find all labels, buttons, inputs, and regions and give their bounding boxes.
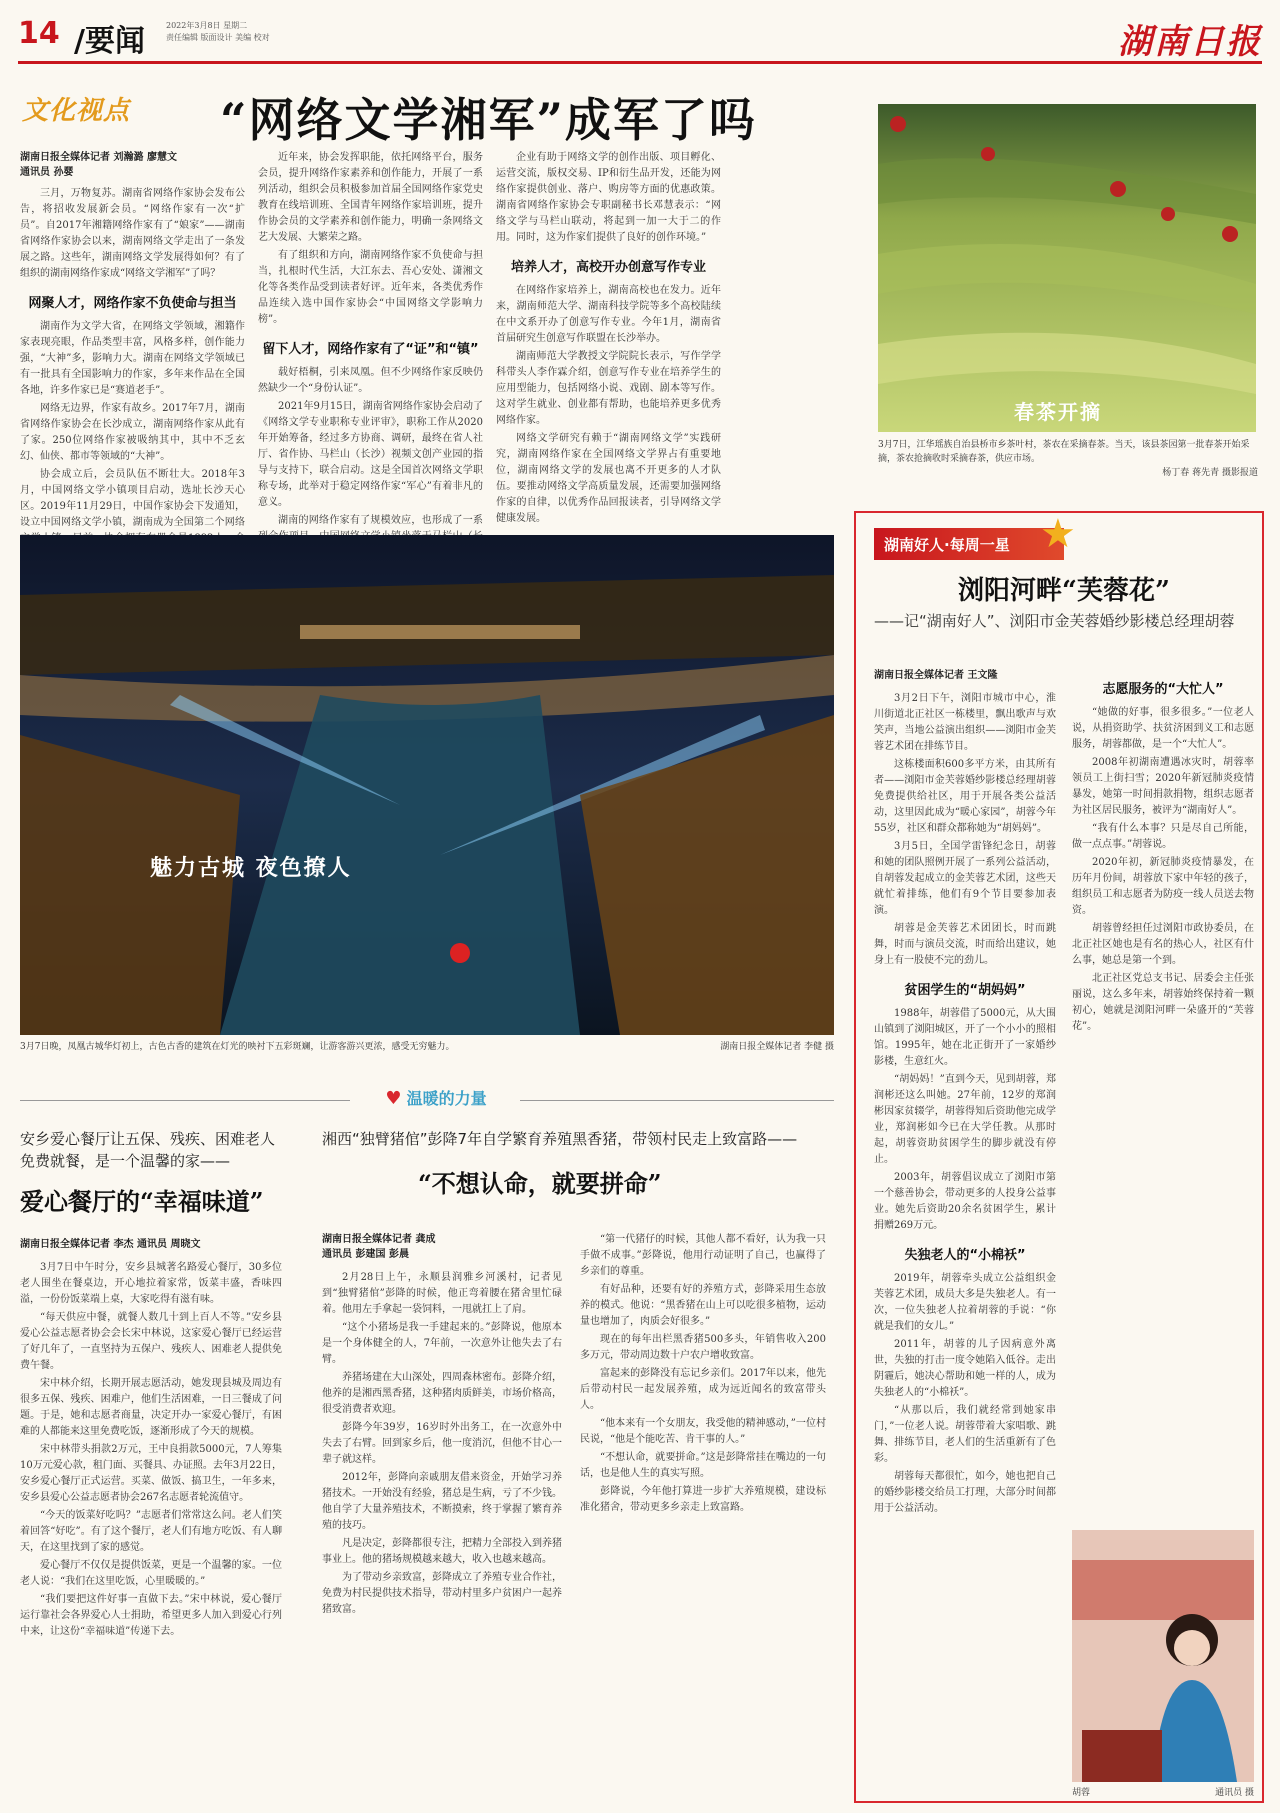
paragraph: “这个小猪场是我一手建起来的。”彭降说，他原本是一个身体健全的人，7年前，一次意外让他失去了右臂。 <box>322 1322 562 1365</box>
paragraph: “胡妈妈！”直到今天，见到胡蓉，郑润彬还这么叫她。27年前，12岁的郑润彬因家贫辍学，胡蓉得知后资助他完成学业，郑润彬如今已在大学任教。从那时起，胡蓉资助贫困学生的脚步就没有停止。 <box>874 1074 1056 1165</box>
paragraph: 宋中林带头捐款2万元，王中良捐款5000元，7人筹集10万元爱心款，租门面、买餐具、办证照。去年3月22日，安乡爱心餐厅正式运营。买菜、做饭、搞卫生，一年多来，安乡县爱心公益志愿者协会267名志愿者轮流值守。 <box>20 1444 282 1503</box>
paragraph: 2月28日上午，永顺县润雅乡河溪村，记者见到“独臂猪倌”彭降的时候，他正弯着腰在猪舍里忙碌着。他用左手拿起一袋饲料，一甩就扛上了肩。 <box>322 1272 562 1315</box>
newspaper-logo: 湖南日报 <box>1118 22 1262 62</box>
heart-icon: ♥ <box>385 1088 402 1109</box>
section-divider <box>20 1100 350 1101</box>
right-article-col2 <box>580 1232 826 1803</box>
paragraph: 凡是决定，彭降都很专注，把精力全部投入到养猪事业上。他的猪场规模越来越大，收入也越来越高。 <box>322 1538 562 1565</box>
byline: 湖南日报全媒体记者 王文隆 <box>874 670 998 681</box>
caption-name: 胡蓉 <box>1072 1788 1091 1798</box>
main-article-col1 <box>20 150 245 528</box>
paragraph: 富起来的彭降没有忘记乡亲们。2017年以来，他先后带动村民一起发展养殖，成为远近闻名的致富带头人。 <box>580 1368 826 1411</box>
paragraph: 宋中林介绍，长期开展志愿活动，她发现县城及周边有很多五保、残疾、困难户，他们生活困难，一日三餐成了问题。于是，她和志愿者商量，决定开办一家爱心餐厅，有困难的人都能来这里免费吃饭，逐渐形成了今天的规模。 <box>20 1378 282 1437</box>
caption-credit: 杨丁春 蒋先青 摄影报道 <box>1162 468 1258 478</box>
column-tag-label: 文化视点 <box>22 96 131 126</box>
paragraph: 湖南作为文学大省，在网络文学领域，湘籍作家表现亮眼，作品类型丰富，风格多样，创作能力强，“大神”多，影响力大。湖南在网络文学领域已有一批具有全国影响力的作家，多年来作品在全国各地，许多作家已是“赛道老手”。 <box>20 321 245 396</box>
caption-credit: 通讯员 摄 <box>1215 1788 1254 1798</box>
paragraph: “今天的饭菜好吃吗？”志愿者们常常这么问。老人们笑着回答“好吃”。有了这个餐厅，老人们有地方吃饭、有人聊天，在这里找到了家的感觉。 <box>20 1510 282 1553</box>
feature-tag: 湖南好人·每周一星 <box>874 528 1064 560</box>
subheading: 网聚人才，网络作家不负使命与担当 <box>28 296 237 311</box>
paragraph: 2021年9月15日，湖南省网络作家协会启动了《网络文学专业职称专业评审》，职称工作从2020年开始筹备，经过多方协商、调研，最终在省人社厅、省作协、马栏山（长沙）视频文创产业园的指导与支持下，联合启动。这是全国首次网络文学职称专场，此举对于稳定网络作家“军心”有着非凡的意义。 <box>258 401 483 508</box>
byline: 湖南日报全媒体记者 李杰 通讯员 周晓文 <box>20 1239 201 1250</box>
warm-section-badge <box>356 1086 516 1114</box>
paragraph: “我们要把这件好事一直做下去。”宋中林说，爱心餐厅运行靠社会各界爱心人士捐助，希望更多人加入到爱心行列中来，让这份“幸福味道”传递下去。 <box>20 1594 282 1637</box>
caption-text: 3月7日晚，凤凰古城华灯初上，古色古香的建筑在灯光的映衬下五彩斑斓，让游客游兴更浓，感受无穷魅力。 <box>20 1042 455 1052</box>
subheading: 留下人才，网络作家有了“证”和“镇” <box>262 342 479 357</box>
left-article <box>20 1128 282 1803</box>
paragraph: 2008年初湖南遭遇冰灾时，胡蓉率领员工上街扫雪；2020年新冠肺炎疫情暴发，她第一时间捐款捐物，组织志愿者为社区居民服务，被评为“湖南好人”。 <box>1072 757 1254 816</box>
paragraph: 载好梧桐，引来凤凰。但不少网络作家反映仍然缺少一个“身份认证”。 <box>258 367 483 394</box>
paragraph: 爱心餐厅不仅仅是提供饭菜，更是一个温馨的家。一位老人说：“我们在这里吃饭，心里暖暖的。” <box>20 1560 282 1587</box>
portrait-illustration <box>1072 1530 1254 1782</box>
paragraph: “他本来有一个女朋友，我受他的精神感动，”一位村民说，“他是个能吃苦、肯干事的人。” <box>580 1418 826 1445</box>
paragraph: 2003年，胡蓉倡议成立了浏阳市第一个慈善协会，带动更多的人投身公益事业。她先后资助20余名贫困学生，累计捐赠269万元。 <box>874 1172 1056 1231</box>
paragraph: 2020年初，新冠肺炎疫情暴发，在历年月份间，胡蓉放下家中年轻的孩子，组织员工和志愿者为防疫一线人员送去物资。 <box>1072 857 1254 916</box>
paragraph: 企业有助于网络文学的创作出版、项目孵化、运营交流，版权交易、IP和衍生品开发，还能为网络作家提供创业、落户、购房等方面的优惠政策。湖南省网络作家协会专职副秘书长邓慧表示：“网络文学与马栏山联动，将起到一加一大于二的作用。同时，这为作家们提供了良好的创作环境。” <box>496 152 721 243</box>
paragraph: 现在的每年出栏黑香猪500多头，年销售收入200多万元，带动周边数十户农户增收致富。 <box>580 1334 826 1361</box>
right-article-col1 <box>322 1232 562 1803</box>
paragraph: “每天供应中餐，就餐人数几十到上百人不等。”安乡县爱心公益志愿者协会会长宋中林说，这家爱心餐厅已经运营了好几年了，一直坚持为五保户、残疾人、困难老人提供免费午餐。 <box>20 1312 282 1371</box>
paragraph: 在网络作家培养上，湖南高校也在发力。近年来，湖南师范大学、湖南科技学院等多个高校陆续在中文系开办了创意写作专业。今年1月，湖南省首届研究生创意写作联盟在长沙举办。 <box>496 285 721 344</box>
paragraph: 湖南师范大学教授文学院院长表示，写作学学科带头人李作霖介绍，创意写作专业在培养学生的应用型能力，包括网络小说、戏剧、剧本等写作。这对学生就业、创业都有帮助，也能培养更多优秀网络作家。 <box>496 351 721 426</box>
night-photo-caption <box>20 1040 834 1054</box>
paragraph: 北正社区党总支书记、居委会主任张丽说，这么多年来，胡蓉始终保持着一颗初心，她就是浏阳河畔一朵盛开的“芙蓉花”。 <box>1072 973 1254 1032</box>
night-photo-overlay: 魅力古城 夜色撩人 <box>150 856 352 881</box>
paragraph: 1988年，胡蓉借了5000元，从大围山镇到了浏阳城区，开了一个小小的照相馆。1995年，她在北正街开了一家婚纱影楼，生意红火。 <box>874 1008 1056 1067</box>
paragraph: 2012年，彭降向亲戚朋友借来资金，开始学习养猪技术。一开始没有经验，猪总是生病，亏了不少钱。他自学了大量养殖技术，不断摸索，终于掌握了繁育养殖的技巧。 <box>322 1472 562 1531</box>
tea-photo <box>878 104 1256 432</box>
paragraph: 近年来，协会发挥职能，依托网络平台，服务会员，提升网络作家素养和创作能力，开展了一系列活动，组织会员积极参加首届全国网络作家党史教育在线培训班、全国青年网络作家培训班，提升作协会员的文学素养和创作能力，明确一条网络文艺大发展、大繁荣之路。 <box>258 152 483 243</box>
column-tag <box>22 90 172 132</box>
byline: 湖南日报全媒体记者 刘瀚潞 廖慧文 <box>20 152 177 163</box>
masthead <box>18 14 1262 64</box>
night-photo <box>20 535 834 1035</box>
paragraph: “不想认命，就要拼命。”这是彭降常挂在嘴边的一句话，也是他人生的真实写照。 <box>580 1452 826 1479</box>
paragraph: 湖南的网络作家有了规模效应，也形成了一系 <box>278 515 483 526</box>
right-article-head <box>322 1128 822 1199</box>
night-town-illustration <box>20 535 834 1035</box>
feature-col1 <box>874 668 1056 1518</box>
paragraph: 胡蓉曾经担任过浏阳市政协委员，在北正社区她也是有名的热心人，社区有什么事，她总是第一个到。 <box>1072 923 1254 966</box>
section-title: /要闻 <box>74 24 145 59</box>
portrait-caption <box>1072 1786 1254 1800</box>
kicker: 湘西“独臂猪倌”彭降7年自学繁育养殖黑香猪，带领村民走上致富路—— <box>322 1130 798 1148</box>
feature-subheadline: ——记“湖南好人”、浏阳市金芙蓉婚纱影楼总经理胡蓉 <box>874 612 1235 630</box>
portrait-photo <box>1072 1530 1254 1782</box>
issue-date: 2022年3月8日 星期二 <box>166 21 248 30</box>
feature-headline: 浏阳河畔“芙蓉花” <box>958 576 1170 606</box>
main-article-col2 <box>258 150 483 526</box>
paragraph: “从那以后，我们就经常到她家串门，”一位老人说。胡蓉带着大家唱歌、跳舞、排练节目，老人们的生活重新有了色彩。 <box>874 1405 1056 1464</box>
paragraph: 网络无边界，作家有故乡。2017年7月，湖南省网络作家协会在长沙成立，湖南网络作家从此有了家。250位网络作家被吸纳其中，其中不乏玄幻、仙侠、都市等领域的“大神”。 <box>20 403 245 462</box>
paragraph: 这栋楼面积600多平方米，由其所有者——浏阳市金芙蓉婚纱影楼总经理胡蓉免费提供给社区，用于开展各类公益活动，这里因此成为“暖心家园”，胡蓉今年55岁，社区和群众都称她为“胡妈妈”。 <box>874 759 1056 834</box>
subheading: 贫困学生的“胡妈妈” <box>904 983 1026 998</box>
lead-paragraph: 三月，万物复苏。湖南省网络作家协会发布公告，将招收发展新会员。“网络作家有一次“扩员”。自2017年湘籍网络作家有了“娘家”——湖南省网络作家协会以来，湖南网络文学走出了一条发展之路。这些年，湖南网络文学发展得如何？有了组织的湖南网络作家成“网络文学湘军”了吗？ <box>20 188 245 279</box>
subheading: 培养人才，高校开办创意写作专业 <box>510 260 706 275</box>
byline: 湖南日报全媒体记者 龚成 <box>322 1234 436 1245</box>
article-headline: “不想认命，就要拼命” <box>418 1169 662 1198</box>
caption-text: 3月7日，江华瑶族自治县桥市乡茶叶村，茶农在采摘春茶。当天，该县茶园第一批春茶开始采摘，茶农抢摘收时采摘春茶，供应市场。 <box>878 440 1250 464</box>
paragraph: 有好品种，还要有好的养殖方式，彭降采用生态放养的模式。他说：“黑香猪在山上可以吃很多植物，运动量也增加了，肉质会好很多。” <box>580 1284 826 1327</box>
feature-col2 <box>1072 668 1254 1518</box>
paragraph: 3月2日下午，浏阳市城市中心，淮川街道北正社区一栋楼里，飘出歌声与欢笑声，当地公益演出组织——浏阳市金芙蓉艺术团在排练节目。 <box>874 693 1056 752</box>
page-info <box>166 20 286 44</box>
paragraph: 2011年，胡蓉的儿子因病意外离世，失独的打击一度令她陷入低谷。走出阴霾后，她决心帮助和她一样的人，成为失独老人的“小棉袄”。 <box>874 1339 1056 1398</box>
paragraph: 有了组织和方向，湖南网络作家不负使命与担当，扎根时代生活，大江东去、吾心安处、潇湘文化等各类作品受到读者好评。近年来，各类优秀作品连续入选中国作家协会“中国网络文学影响力榜”。 <box>258 250 483 325</box>
article-headline: 爱心餐厅的“幸福味道” <box>20 1187 264 1216</box>
byline: 通讯员 彭建国 彭晨 <box>322 1249 409 1260</box>
paragraph: 养猪场建在大山深处，四周森林密布。彭降介绍，他养的是湘西黑香猪，这种猪肉质鲜美，市场价格高，很受消费者欢迎。 <box>322 1372 562 1415</box>
subheading: 失独老人的“小棉袄” <box>904 1248 1026 1263</box>
paragraph: “她做的好事，很多很多。”一位老人说，从捐资助学、扶贫济困到义工和志愿服务，胡蓉都做，是一个“大忙人”。 <box>1072 707 1254 750</box>
subheading: 志愿服务的“大忙人” <box>1102 682 1224 697</box>
editors-line: 责任编辑 版面设计 美编 校对 <box>166 33 270 42</box>
caption-credit: 湖南日报全媒体记者 李健 摄 <box>720 1042 834 1052</box>
paragraph: 3月7日中午时分，安乡县城著名路爱心餐厅，30多位老人围坐在餐桌边，开心地拉着家常，饭菜丰盛，香味四溢，一份份饭菜端上桌，大家吃得有滋有味。 <box>20 1262 282 1305</box>
main-headline: “网络文学湘军”成军了吗 <box>220 93 757 147</box>
paragraph: “第一代猪仔的时候，其他人都不看好，认为我一只手做不成事。”彭降说，他用行动证明了自己，也赢得了乡亲们的尊重。 <box>580 1234 826 1277</box>
paragraph: 2019年，胡蓉牵头成立公益组织金芙蓉艺术团，成员大多是失独老人。有一次，一位失独老人拉着胡蓉的手说：“你就是我们的女儿。” <box>874 1273 1056 1332</box>
warm-badge-label: 温暖的力量 <box>406 1089 487 1108</box>
paragraph: 协会成立后，会员队伍不断壮大。2018年3月，中国网络文学小镇项目启动，选址长沙天心区。2019年11月29日，中国作家协会下发通知，设立中国网络文学小镇，湖南成为全国第二个网络 <box>20 469 245 528</box>
paragraph: 胡蓉是金芙蓉艺术团团长，时而跳舞，时而与演员交流，时而给出建议，她身上有一股使不完的劲儿。 <box>874 923 1056 966</box>
paragraph: 为了带动乡亲致富，彭降成立了养殖专业合作社，免费为村民提供技术指导，带动村里多户贫困户一起养猪致富。 <box>322 1572 562 1615</box>
section-divider <box>520 1100 834 1101</box>
paragraph: 彭降说，今年他打算进一步扩大养殖规模，建设标准化猪舍，带动更多乡亲走上致富路。 <box>580 1486 826 1513</box>
main-article-col3 <box>496 150 721 524</box>
paragraph: 彭降今年39岁，16岁时外出务工，在一次意外中失去了右臂。回到家乡后，他一度消沉，但他不甘心一辈子就这样。 <box>322 1422 562 1465</box>
paragraph: 网络文学研究有赖于“湖南网络文学”实践研究，湖南网络作家在全国网络文学界占有重要地位，湖南网络文学的发展也离不开更多的人才队伍。要推动网络文学高质量发展，还需要加强网络作家的自律，以优秀作品回报读者，引导网络文学健康发展。 <box>496 433 721 524</box>
tea-field-illustration <box>878 104 1256 432</box>
paragraph: “我有什么本事？只是尽自己所能，做一点点事。”胡蓉说。 <box>1072 823 1254 850</box>
paragraph: 3月5日，全国学雷锋纪念日，胡蓉和她的团队照例开展了一系列公益活动，自胡蓉发起成立的金芙蓉艺术团，这些天就忙着排练，他们有9个节目要参加表演。 <box>874 841 1056 916</box>
kicker: 安乡爱心餐厅让五保、残疾、困难老人免费就餐，是一个温馨的家—— <box>20 1130 276 1170</box>
byline: 通讯员 孙婴 <box>20 167 74 178</box>
star-icon: ★ <box>1040 511 1076 557</box>
tea-photo-caption <box>878 438 1258 480</box>
paragraph: 胡蓉每天都很忙，如今，她也把自己的婚纱影楼交给员工打理，大部分时间都用于公益活动。 <box>874 1471 1056 1514</box>
tea-photo-overlay: 春茶开摘 <box>1014 400 1102 424</box>
page-number: 14 <box>18 16 60 51</box>
